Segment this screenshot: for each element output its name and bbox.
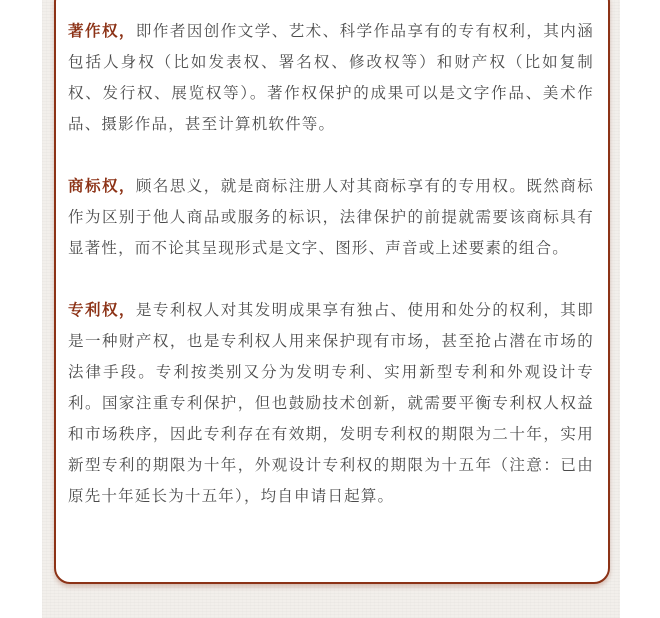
- term-copyright: 著作权，: [68, 22, 136, 40]
- definition-patent: 是专利权人对其发明成果享有独占、使用和处分的权利，其即是一种财产权，也是专利权人用来保护现有市场，甚至抢占潜在市场的法律手段。专利按类别又分为发明专利、实用新型专利和外观设计专利。国家注重专利保护，但也鼓励技术创新，就需要平衡专利权人权益和市场秩序，因此专利存在有效期，发明专利权的期限为二十年，实用新型专利的期限为十年，外观设计专利权的期限为十五年（注意：已由原先十年延长为十五年），均自申请日起算。: [68, 301, 594, 505]
- paragraph-trademark: [68, 171, 594, 264]
- definition-copyright: 即作者因创作文学、艺术、科学作品享有的专有权利，其内涵包括人身权（比如发表权、署名权、修改权等）和财产权（比如复制权、发行权、展览权等）。著作权保护的成果可以是文字作品、美术作品、摄影作品，甚至计算机软件等。: [68, 22, 594, 133]
- paragraph-patent: [68, 295, 594, 512]
- term-patent: 专利权，: [68, 301, 136, 319]
- term-trademark: 商标权，: [68, 177, 136, 195]
- definition-trademark: 顾名思义，就是商标注册人对其商标享有的专用权。既然商标作为区别于他人商品或服务的标识，法律保护的前提就需要该商标具有显著性，而不论其呈现形式是文字、图形、声音或上述要素的组合。: [68, 177, 594, 257]
- paragraph-copyright: [68, 16, 594, 140]
- article-body: [68, 16, 594, 512]
